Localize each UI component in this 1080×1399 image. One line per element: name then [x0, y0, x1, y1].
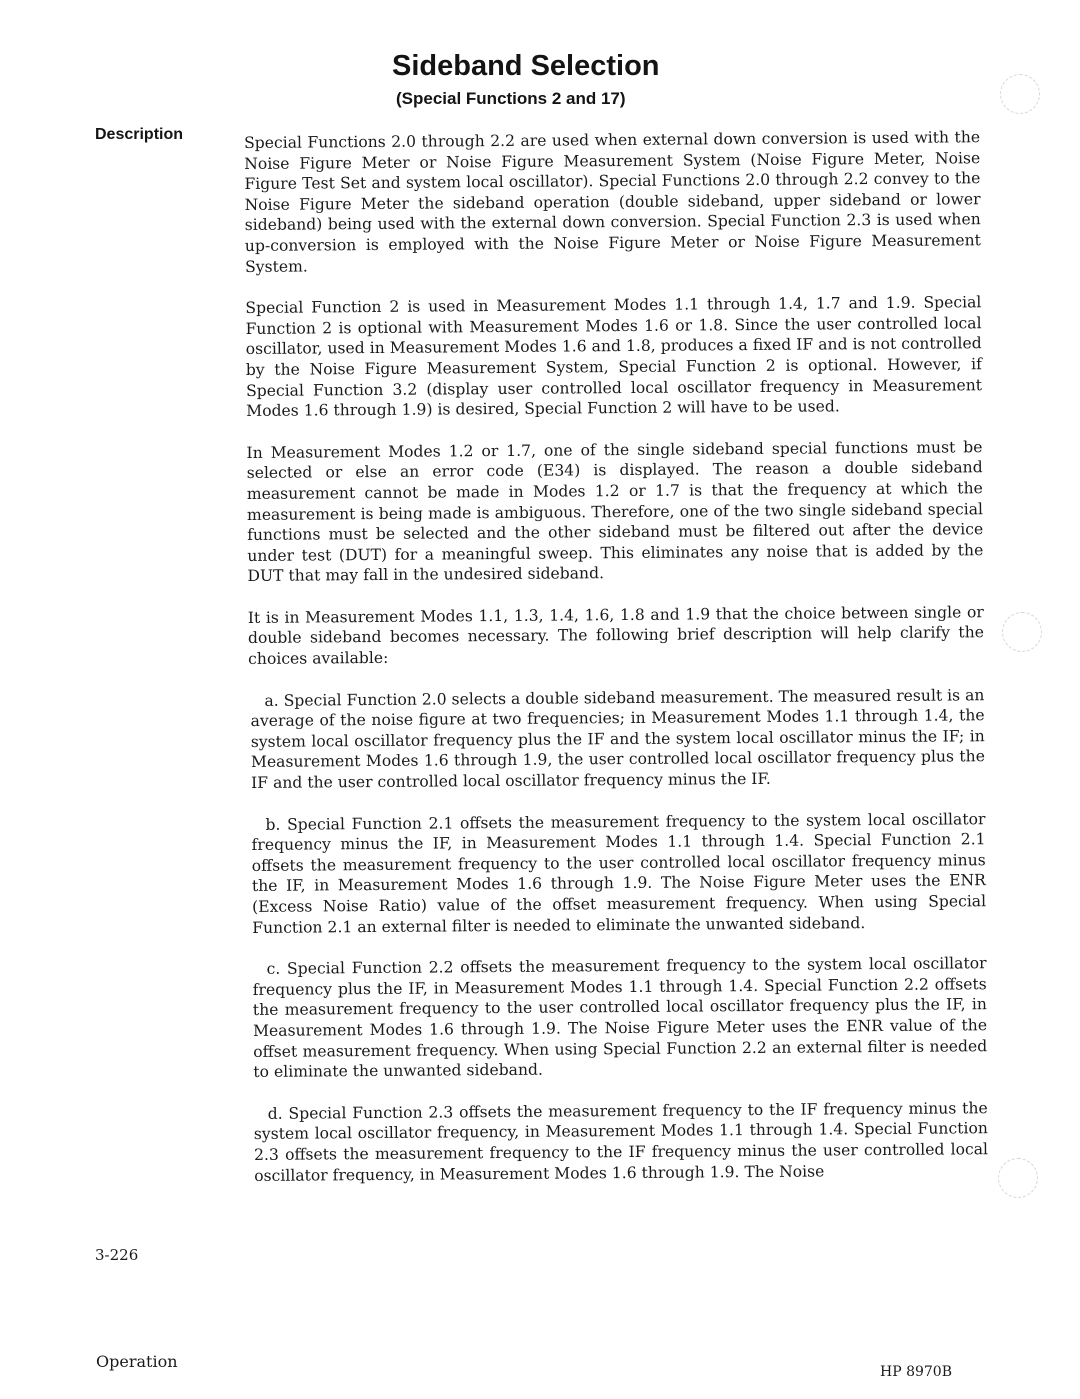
- list-item-letter: a.: [264, 691, 279, 710]
- punch-hole-top: [1000, 74, 1040, 114]
- page-number: 3-226: [95, 1246, 139, 1264]
- footer-section-name: Operation: [96, 1352, 178, 1371]
- paragraph: It is in Measurement Modes 1.1, 1.3, 1.4, 1.6, 1.8 and 1.9 that the choice between single or double sideband becomes necessary. The following brief description will help clarify the choices available:: [247, 603, 985, 669]
- list-item: [252, 1098, 989, 1186]
- page-subtitle: (Special Functions 2 and 17): [396, 89, 626, 108]
- paragraph: In Measurement Modes 1.2 or 1.7, one of the single sideband special functions must be selected or else an error code (E34) is displayed. The reason a double sideband measurement cannot be made in Modes 1.2 or 1.7 is that the frequency at which the measurement is being made is ambiguous. Therefore, one of the two single sideband special functions must be selected and the other sideband must be filtered out after the device under test (DUT) for a meaningful sweep. This eliminates any noise that is added by the DUT that may fall in the undesired sideband.: [246, 437, 984, 586]
- footer-model-name: HP 8970B: [880, 1364, 952, 1380]
- body-text: [244, 127, 988, 1207]
- list-item-text: Special Function 2.3 offsets the measurement frequency to the IF frequency minus the system local oscillator frequency, in Measurement Modes 1.1 through 1.4. Special Function 2.3 offsets the measurement frequency to the IF frequency minus the user controlled local oscillator frequency, in Measurement Modes 1.6 through 1.9. The Noise: [253, 1098, 989, 1185]
- paragraph: Special Functions 2.0 through 2.2 are used when external down conversion is used with the Noise Figure Meter or Noise Figure Measurement System (Noise Figure Meter, Noise Figure Test Set and system local oscillator). Special Functions 2.0 through 2.2 convey to the Noise Figure Meter the sideband operation (double sideband, upper sideband or lower sideband) being used with the external down conversion. Special Function 2.3 is used when up-conversion is employed with the Noise Figure Meter or Noise Figure Measurement System.: [244, 128, 981, 276]
- list-item-text: Special Function 2.1 offsets the measurement frequency to the system local oscillator frequency minus the IF, in Measurement Modes 1.1 through 1.4. Special Function 2.1 offsets the measurement frequency to the user controlled local oscillator frequency minus the IF, in Measurement Modes 1.6 through 1.9. The Noise Figure Meter uses the ENR (Excess Noise Ratio) value of the offset measurement frequency. When using Special Function 2.1 an external filter is needed to eliminate the unwanted sideband.: [251, 809, 987, 937]
- list-item-text: Special Function 2.0 selects a double sideband measurement. The measured result is an average of the noise figure at two frequencies; in Measurement Modes 1.1 through 1.4, the system local oscillator frequency plus the IF and the system local oscillator minus the IF; in Measurement Modes 1.6 through 1.9, the user controlled local oscillator frequency plus the IF and the user controlled local oscillator frequency minus the IF.: [250, 685, 985, 792]
- page-title: Sideband Selection: [392, 50, 660, 82]
- list-item-letter: b.: [265, 815, 281, 834]
- paragraph: Special Function 2 is used in Measurement Modes 1.1 through 1.4, 1.7 and 1.9. Special Function 2 is optional with Measurement Modes 1.6 or 1.8. Since the user controlled local oscillator, used in Measurement Modes 1.6 and 1.8, produces a fixed IF and is not controlled by the Noise Figure Measurement System, Special Function 2 is optional. However, if Special Function 3.2 (display user controlled local oscillator frequency in Measurement Modes 1.6 through 1.9) is desired, Special Function 2 will have to be used.: [245, 293, 983, 421]
- list-item: [248, 685, 985, 794]
- list-item-text: Special Function 2.2 offsets the measurement frequency to the system local oscillator frequency plus the IF, in Measurement Modes 1.1 through 1.4. Special Function 2.2 offsets the measurement frequency to the user controlled local oscillator frequency plus the IF, in Measurement Modes 1.6 through 1.9. The Noise Figure Meter uses the ENR value of the offset measurement frequency. When using Special Function 2.2 an external filter is needed to eliminate the unwanted sideband.: [252, 954, 988, 1082]
- section-label-description: Description: [95, 126, 184, 143]
- punch-hole-middle: [1002, 612, 1042, 652]
- list-item-letter: d.: [267, 1104, 283, 1123]
- list-item: [249, 809, 986, 938]
- list-item-letter: c.: [266, 959, 281, 979]
- punch-hole-bottom: [998, 1158, 1038, 1198]
- list-item: [250, 953, 987, 1082]
